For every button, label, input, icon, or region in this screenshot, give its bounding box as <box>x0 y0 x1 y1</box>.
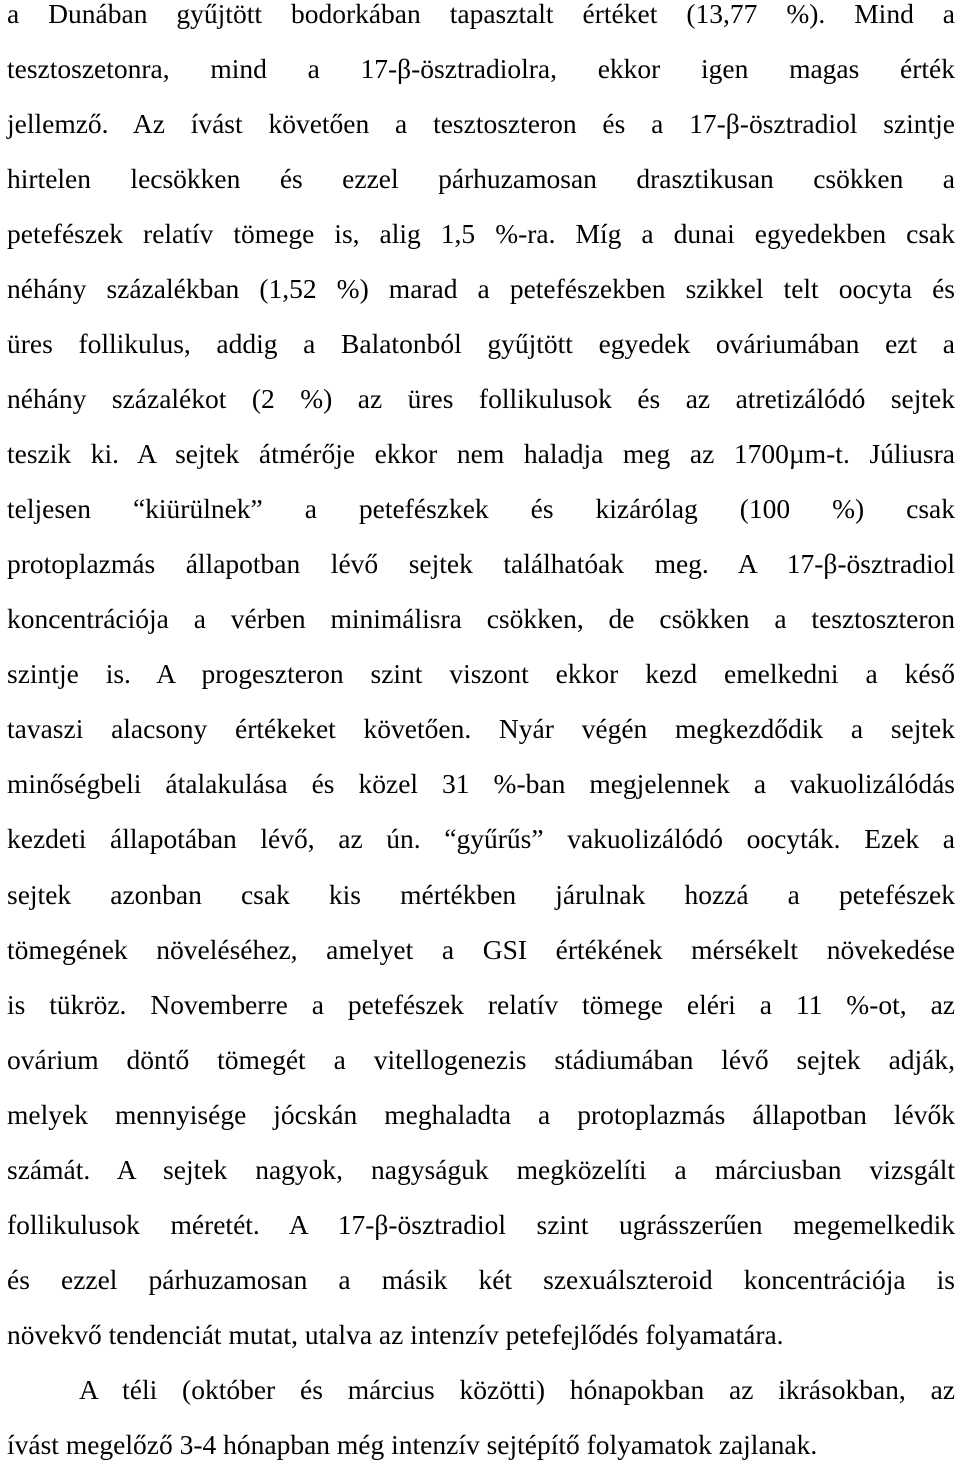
text-line: melyek mennyisége jócskán meghaladta a protoplazmás állapotban lévők <box>7 1099 955 1130</box>
text-line: a Dunában gyűjtött bodorkában tapasztalt értéket (13,77 %). Mind a <box>7 0 955 29</box>
text-line: jellemző. Az ívást követően a tesztoszteron és a 17-β-ösztradiol szintje <box>7 108 955 139</box>
text-line: és ezzel párhuzamosan a másik két szexuálszteroid koncentrációja is <box>7 1264 955 1295</box>
text-line: szintje is. A progeszteron szint viszont ekkor kezd emelkedni a késő <box>7 658 955 689</box>
text-line: protoplazmás állapotban lévő sejtek találhatóak meg. A 17-β-ösztradiol <box>7 548 955 579</box>
text-line: petefészek relatív tömege is, alig 1,5 %-ra. Míg a dunai egyedekben csak <box>7 218 955 249</box>
text-line: növekvő tendenciát mutat, utalva az intenzív petefejlődés folyamatára. <box>7 1319 784 1350</box>
text-line: ovárium döntő tömegét a vitellogenezis stádiumában lévő sejtek adják, <box>7 1044 955 1075</box>
text-line: teszik ki. A sejtek átmérője ekkor nem haladja meg az 1700µm-t. Júliusra <box>7 438 955 469</box>
text-line: üres follikulus, addig a Balatonból gyűjtött egyedek ováriumában ezt a <box>7 328 955 359</box>
text-line: számát. A sejtek nagyok, nagyságuk megközelíti a márciusban vizsgált <box>7 1154 955 1185</box>
text-line: néhány százalékot (2 %) az üres follikulusok és az atretizálódó sejtek <box>7 383 955 414</box>
text-line: tömegének növeléséhez, amelyet a GSI értékének mérsékelt növekedése <box>7 934 955 965</box>
text-line: tavaszi alacsony értékeket követően. Nyár végén megkezdődik a sejtek <box>7 713 955 744</box>
text-line: kezdeti állapotában lévő, az ún. “gyűrűs” vakuolizálódó oocyták. Ezek a <box>7 823 955 854</box>
text-line: teljesen “kiürülnek” a petefészkek és kizárólag (100 %) csak <box>7 493 955 524</box>
text-line: néhány százalékban (1,52 %) marad a petefészekben szikkel telt oocyta és <box>7 273 955 304</box>
text-line: is tükröz. Novemberre a petefészek relatív tömege eléri a 11 %-ot, az <box>7 989 955 1020</box>
text-line: hirtelen lecsökken és ezzel párhuzamosan drasztikusan csökken a <box>7 163 955 194</box>
text-line: tesztoszetonra, mind a 17-β-ösztradiolra, ekkor igen magas érték <box>7 53 955 84</box>
text-line: koncentrációja a vérben minimálisra csökken, de csökken a tesztoszteron <box>7 603 955 634</box>
text-line: A téli (október és március közötti) hónapokban az ikrásokban, az <box>79 1374 955 1405</box>
text-line: minőségbeli átalakulása és közel 31 %-ban megjelennek a vakuolizálódás <box>7 768 955 799</box>
text-line: sejtek azonban csak kis mértékben járulnak hozzá a petefészek <box>7 879 955 910</box>
text-line: ívást megelőző 3-4 hónapban még intenzív sejtépítő folyamatok zajlanak. <box>7 1429 818 1460</box>
text-line: follikulusok méretét. A 17-β-ösztradiol szint ugrásszerűen megemelkedik <box>7 1209 955 1240</box>
